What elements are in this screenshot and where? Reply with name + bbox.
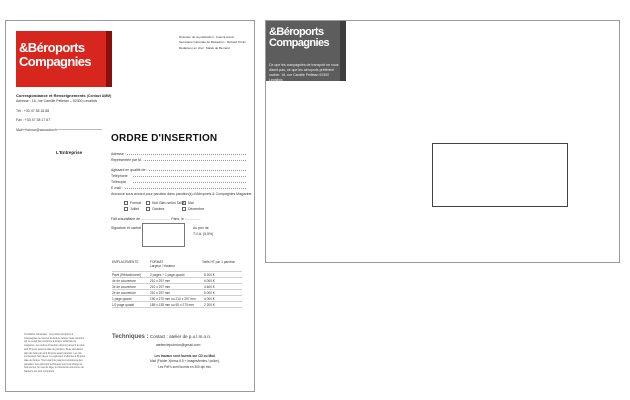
field-fax[interactable]: Télécopie <box>111 180 246 184</box>
envelope-tagline: Ce que les compagnies de transport ne vous disent pas, ce que les aéroports préfèrent cacher. 16, rue Camille Pelletan 92300 Levallois <box>269 63 339 81</box>
note-pdf-resolution: Les PdFs sont fournis en 300 dpi min. <box>158 364 212 369</box>
col-dimensions: Largeur / Hauteur <box>150 264 175 268</box>
pricing-table-header <box>112 260 242 270</box>
price-label: Au prix de <box>193 226 209 230</box>
table-row: 1/2 page quadri 185 x 135 mm ou 90 x 270 mm 2 200 € <box>112 301 242 307</box>
check-december[interactable]: Décembre <box>182 207 204 211</box>
legal-conditions <box>24 333 86 385</box>
envelope-address-window <box>432 143 568 207</box>
envelope-logo-line1: &Béroports <box>269 26 324 38</box>
check-may[interactable]: Mai <box>182 201 194 205</box>
field-capacity[interactable]: Agissant en qualité de : <box>111 168 246 172</box>
envelope-logo-line2: Compagnies <box>269 37 330 49</box>
brand-logo-strip <box>106 31 112 87</box>
col-format: FORMAT <box>150 260 164 264</box>
tva-label: T.V.A. (5,5%) <box>193 232 214 236</box>
contact-address: Adresse : 16, rue Camille Pelletan – 92300 Levallois <box>16 99 98 104</box>
note-delivery: Les travaux sont fournis sur CD ou Mail. <box>154 354 216 358</box>
staff-credits <box>179 35 251 51</box>
table-row: 1 page quadri 190 x 270 mm ou 210 x 297 mm 4 000 € <box>112 295 242 301</box>
brand-logo-line2: Compagnies <box>19 54 92 69</box>
contact-divider <box>16 129 102 130</box>
envelope-sheet <box>265 20 620 263</box>
entreprise-label: L'Entreprise <box>56 150 83 155</box>
checkbox[interactable] <box>146 201 150 205</box>
signature-label: Signature et cachet <box>111 226 142 230</box>
field-phone[interactable]: Téléphone <box>111 174 246 178</box>
contact-heading-note: (Contact AMM) <box>86 94 112 98</box>
field-email[interactable]: E-mail : <box>111 186 246 190</box>
staff-secretary: Secrétaire Générale de Rédaction : Richard Orsini <box>179 40 246 45</box>
page-title: ORDRE D'INSERTION <box>111 133 218 144</box>
techniques-contact: Contact : atelier de p.u.l.m.o.n. <box>149 334 212 339</box>
checkbox[interactable] <box>124 201 128 205</box>
legal-text: Conditions Générales : La société Aéroports & Compagnies se réserve le droit de refuser toute insertion qui ne serait pas conforme à la ligne éditoriale du magazine. Les ordres d'insertion doivent parvenir au plus tard 15 jours avant la date de parution. Toute annulation doit être faite par écrit 30 jours avant parution. Les prix s'entendent hors taxes. Le règlement s'effectue à 30 jours date de facture. Tout retard de paiement entraînera des pénalités. Les éléments techniques sont à la charge de l'annonceur. En cas de litige, le tribunal de commerce de Nanterre est seul compétent. <box>24 333 86 374</box>
signature-box[interactable] <box>142 223 185 247</box>
field-parution-agreement: Annonce sous accord pour parution dans parution(s) d'Aéroports & Compagnies Magazine. <box>111 192 253 196</box>
staff-director: Directeur de la publication : Franck Aimar <box>179 35 234 39</box>
field-address[interactable]: Adresse : <box>111 152 246 156</box>
checkbox[interactable] <box>182 201 186 205</box>
contact-tel: Tél : +33 47 38 18 88 <box>16 108 50 113</box>
contact-fax: Fax : +33 47 38 17 67 <box>16 118 51 123</box>
contact-mail: Mail : f.aimar@wanadoo.fr <box>16 128 57 133</box>
table-row: 2e de couverture 210 x 297 mm 5 000 € <box>112 289 242 295</box>
check-october[interactable]: Octobre <box>146 207 164 211</box>
insertion-order-sheet <box>5 20 255 392</box>
table-row: 3e de couverture 210 x 297 mm 4 600 € <box>112 283 242 289</box>
check-july[interactable]: Juillet <box>124 207 139 211</box>
checkbox[interactable] <box>182 207 186 211</box>
contact-block <box>16 93 116 134</box>
contact-heading: Correspondance et Renseignements <box>16 93 86 98</box>
check-color[interactable]: Noir Bleu selon Taille <box>146 201 185 205</box>
note-mail-format: Mail (Fichier Xpress 6.5 + images/textes / police), <box>150 359 220 364</box>
techniques-label: Techniques : <box>112 334 149 340</box>
col-price: Tarifs HT par 1 parution <box>202 260 236 264</box>
techniques-email[interactable]: atelierdepulmon@gmail.com <box>156 343 201 347</box>
staff-editor: Rédacteur en chef : Malek de Bernard <box>179 45 230 50</box>
field-represented-by[interactable]: Représentée par M. .. <box>111 158 246 162</box>
techniques-line <box>112 334 211 340</box>
pricing-table-bottom-rule <box>112 307 242 308</box>
checkbox[interactable] <box>124 207 128 211</box>
brand-logo <box>16 31 112 87</box>
checkbox[interactable] <box>146 207 150 211</box>
check-format[interactable]: Format <box>124 201 141 205</box>
technical-notes <box>140 354 230 370</box>
field-place-date[interactable]: Fait a/au/affaire de .............................. Paris, le ................ <box>111 217 201 221</box>
table-row: Pavé (Rédactionnel) 2 pages + 1 page quadri 8 200 € <box>112 271 242 277</box>
table-row: 4e de couverture 210 x 297 mm 6 000 € <box>112 277 242 283</box>
brand-logo-line1: &Béroports <box>19 40 85 55</box>
envelope-logo <box>266 21 346 81</box>
col-emplacements: EMPLACEMENTS <box>112 260 139 264</box>
